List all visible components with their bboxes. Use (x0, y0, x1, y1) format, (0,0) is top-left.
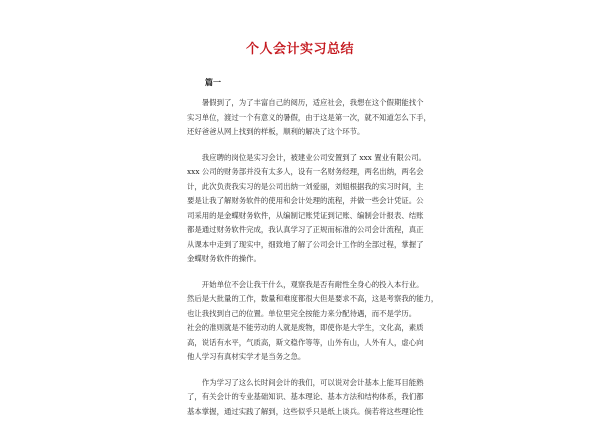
text-line: 了，有关会计的专业基础知识、基本理论、基本方法和结构体系，我们都 (187, 392, 424, 401)
text-line: 高，说话有水平，气质高，斯文稳作等等，山外有山，人外有人，虚心向 (187, 337, 424, 347)
text-line: 司采用的是金蝶财务软件，从编制记账凭证到记账、编制会计报表、结账 (187, 210, 424, 220)
text-line: 都是通过财务软件完成，我认真学习了正规而标准的公司会计流程，真正 (187, 225, 424, 234)
text-line: 计，此次负责我实习的是公司出纳一刘爱丽，刘姐根据我的实习时间，主 (187, 181, 424, 191)
text-line: 还好爸爸从网上找到的样板，顺利的解决了这个环节。 (187, 127, 365, 136)
text-line: 基本掌握，通过实践了解到，这些似乎只是纸上谈兵。倘若将这些理论性 (187, 406, 424, 416)
text-line: 要是让我了解财务软件的使用和会计处理的流程，并做一些会计凭证。公 (187, 196, 424, 205)
text-line: 作为学习了这么长时间会计的我们，可以说对会计基本上能耳目能熟 (187, 377, 424, 387)
text-line: 实习单位，渡过一个有意义的暑假，由于这是第一次，就不知道怎么下手， (187, 112, 431, 122)
text-line: 社会的准则就是不能劳动的人就是废物，即使你是大学生，文化高，素质 (187, 323, 424, 332)
text-line: 暑假到了，为了丰富自己的阅历，适应社会，我想在这个假期能找个 (187, 98, 424, 107)
text-line: 开始单位不会让我干什么，观察我是否有耐性全身心的投入本行业。 (187, 279, 424, 289)
section-heading: 篇一 (205, 77, 221, 87)
paragraph (187, 278, 439, 365)
paragraph (187, 151, 426, 267)
text-line: xxx 公司的财务部并没有太多人，设有一名财务经理，两名出纳，两名会 (187, 167, 424, 176)
text-line: 然后是大批量的工作，数量和难度都很大但是要求不高，这是考察我的能力， (187, 294, 439, 303)
document-body (187, 96, 439, 430)
text-line: 从课本中走到了现实中，细致地了解了公司会计工作的全部过程，掌握了 (187, 239, 424, 249)
text-line: 他人学习有真材实学才是当务之急。 (187, 352, 306, 361)
text-line: 金蝶财务软件的操作。 (187, 254, 261, 263)
paragraph (187, 96, 431, 140)
document-title: 个人会计实习总结 (245, 42, 354, 57)
text-line: 也让我找到自己的位置。单位里完全按能力来分配待遇，而不是学历。 (187, 308, 417, 318)
paragraph (187, 376, 424, 420)
text-line: 我应聘的岗位是实习会计，被建业公司安置到了 xxx 置业有限公司。 (187, 152, 426, 162)
